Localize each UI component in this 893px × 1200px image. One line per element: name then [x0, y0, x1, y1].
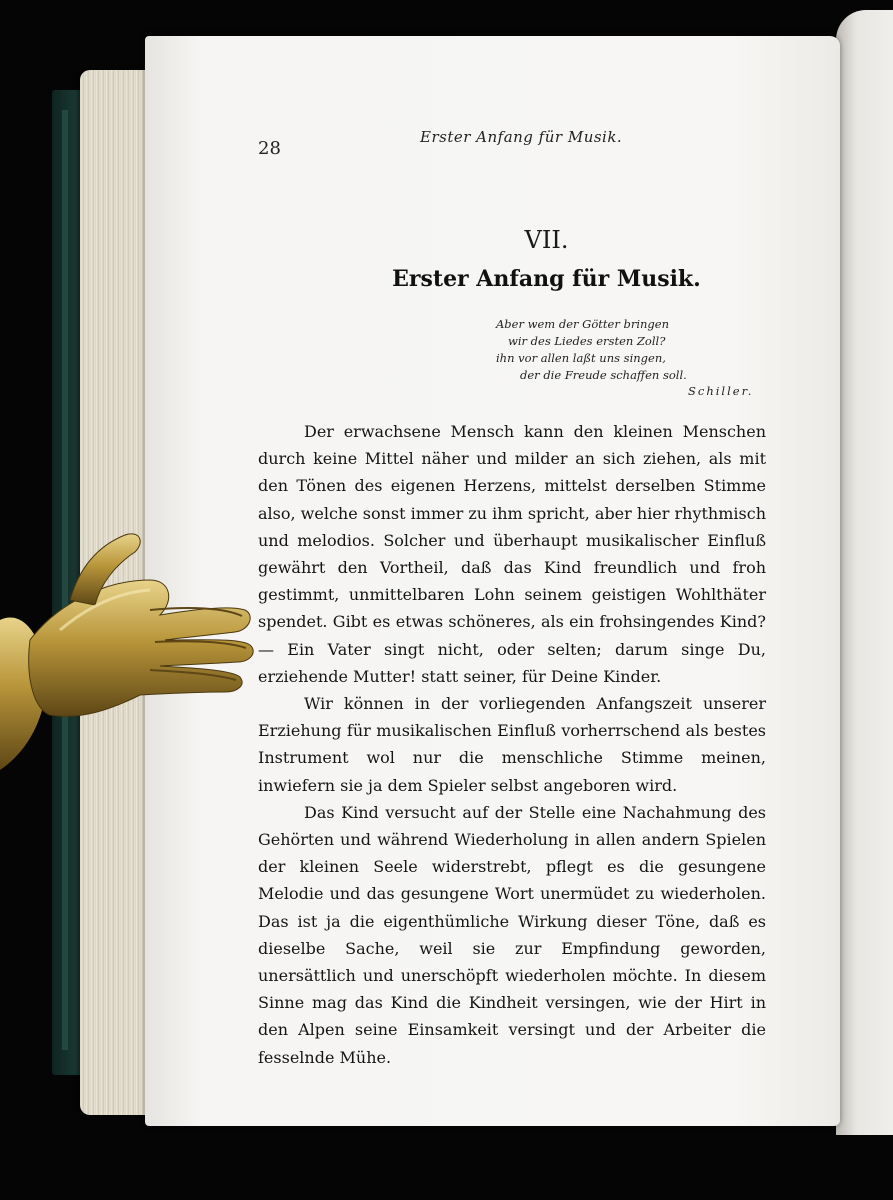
- page-number: 28: [258, 138, 281, 159]
- body-text: [258, 418, 766, 1071]
- epigraph-line: wir des Liedes ersten Zoll?: [508, 334, 666, 348]
- running-head: Erster Anfang für Musik.: [420, 128, 623, 146]
- epigraph-author: Schiller.: [688, 384, 754, 398]
- brass-hand-bookmark: [0, 480, 260, 790]
- epigraph-line: ihn vor allen laßt uns singen,: [496, 351, 666, 365]
- chapter-number: VII.: [524, 226, 569, 254]
- facing-page: [836, 10, 893, 1135]
- chapter-title: Erster Anfang für Musik.: [392, 266, 701, 292]
- paragraph: Das Kind versucht auf der Stelle eine Nachahmung des Gehörten und während Wiederholung in allen andern Spielen der kleinen Seele widerstrebt, pflegt es die gesungene Melodie und das gesungene Wort unermüdet zu wiederholen. Das ist ja die eigenthümliche Wirkung dieser Töne, daß es dieselbe Sache, weil sie zur Empfindung geworden, unersättlich und unerschöpft wiederholen möchte. In diesem Sinne mag das Kind die Kindheit versingen, wie der Hirt in den Alpen seine Einsamkeit versingt und der Arbeiter die fesselnde Mühe.: [258, 802, 766, 1067]
- paragraph: Der erwachsene Mensch kann den kleinen Menschen durch keine Mittel näher und milder an sich ziehen, als mit den Tönen des eigenen Herzens, mittelst derselben Stimme also, welche sonst immer zu ihm spricht, aber hier rhythmisch und melodios. Solcher und überhaupt musikalischer Einfluß gewährt den Vortheil, daß das Kind freundlich und froh gestimmt, unmittelbaren Lohn seinem geistigen Wohlthäter spendet. Gibt es etwas schöneres, als ein frohsingendes Kind? — Ein Vater singt nicht, oder selten; darum singe Du, erziehende Mutter! statt seiner, für Deine Kinder.: [258, 422, 766, 686]
- epigraph: [496, 316, 696, 384]
- epigraph-line: der die Freude schaffen soll.: [520, 368, 687, 382]
- epigraph-line: Aber wem der Götter bringen: [496, 317, 669, 331]
- paragraph: Wir können in der vorliegenden Anfangszeit unserer Erziehung für musikalischen Einfluß vorherrschend als bestes Instrument wol nur die menschliche Stimme meinen, inwiefern sie ja dem Spieler selbst angeboren wird.: [258, 694, 766, 795]
